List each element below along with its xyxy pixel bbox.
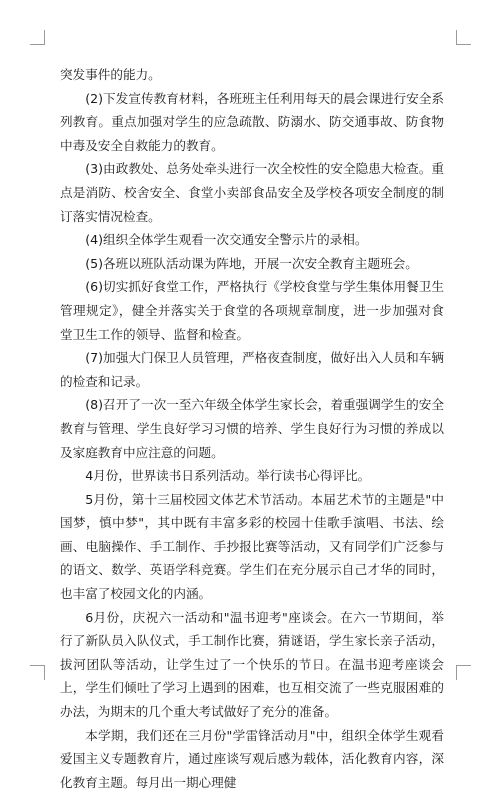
paragraph: (7)加强大门保卫人员管理，严格夜查制度，做好出入人员和车辆的检查和记录。	[60, 350, 444, 389]
paragraph: 本学期，我们还在三月份"学雷锋活动月"中，组织全体学生观看爱国主义专题教育片，通过座谈写观后感为载体，活化教育内容，深化教育主题。每月出一期心理健	[60, 727, 444, 790]
paragraph: 5月份，第十三届校园文体艺术节活动。本届艺术节的主题是"中国梦，慎中梦"，其中既有丰富多彩的校园十佳歌手演唱、书法、绘画、电脑操作、手工制作、手抄报比赛等活动，又有同学们广泛参与的语文、数学、英语学科竞赛。学生们在充分展示自己才华的同时，也丰富了校园文化的内涵。	[60, 491, 444, 602]
paragraph: (2)下发宣传教育材料，各班班主任利用每天的晨会课进行安全系列教育。重点加强对学生的应急疏散、防溺水、防交通事故、防食物中毒及安全自救能力的教育。	[60, 90, 444, 153]
paragraph: (6)切实抓好食堂工作，严格执行《学校食堂与学生集体用餐卫生管理规定》，健全并落实关于食堂的各项规章制度，进一步加强对食堂卫生工作的领导、监督和检查。	[60, 279, 444, 342]
document-body	[60, 63, 444, 794]
crop-mark-bottom-left	[30, 665, 45, 680]
crop-mark-top-right	[456, 30, 471, 45]
crop-mark-top-left	[30, 30, 45, 45]
paragraph: (8)召开了一次一至六年级全体学生家长会，着重强调学生的安全教育与管理、学生良好学习习惯的培养、学生良好行为习惯的养成以及家庭教育中应注意的问题。	[60, 397, 444, 460]
paragraph: (3)由政教处、总务处牵头进行一次全校性的安全隐患大检查。重点是消防、校舍安全、食堂小卖部食品安全及学校各项安全制度的制订落实情况检查。	[60, 161, 444, 224]
paragraph: 4月份，世界读书日系列活动。举行读书心得评比。	[85, 468, 371, 484]
paragraph: 6月份，庆祝六一活动和"温书迎考"座谈会。在六一节期间，举行了新队员入队仪式，手工制作比赛，猜谜语，学生家长亲子活动，拔河团队等活动，让学生过了一个快乐的节日。在温书迎考座谈会上，学生们倾吐了学习上遇到的困难，也互相交流了一些克服困难的办法，为期末的几个重大考试做好了充分的准备。	[60, 609, 444, 720]
crop-mark-bottom-right	[456, 665, 471, 680]
paragraph: 突发事件的能力。	[60, 67, 161, 82]
paragraph: (5)各班以班队活动课为阵地，开展一次安全教育主题班会。	[85, 255, 418, 271]
paragraph: (4)组织全体学生观看一次交通安全警示片的录相。	[85, 232, 368, 248]
